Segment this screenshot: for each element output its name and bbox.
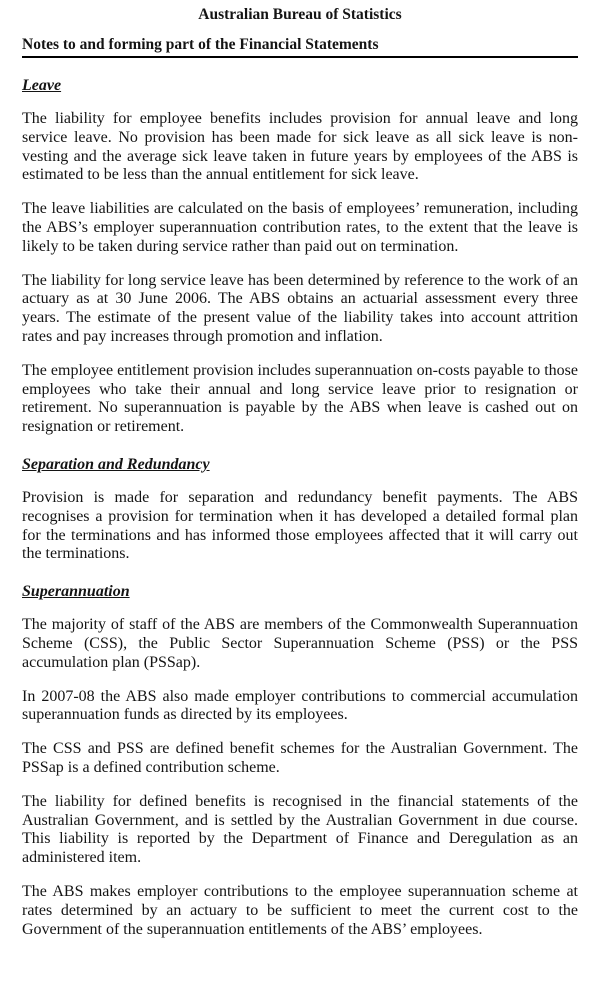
paragraph-superannuation-5: The ABS makes employer contributions to the employee superannuation scheme at rates determined by an actuary to be sufficient to meet the current cost to the Government of the superannuation entitlements of the ABS’ employees.: [22, 882, 578, 938]
paragraph-superannuation-2: In 2007-08 the ABS also made employer contributions to commercial accumulation superannuation funds as directed by its employees.: [22, 687, 578, 724]
paragraph-superannuation-1: The majority of staff of the ABS are members of the Commonwealth Superannuation Scheme (CSS), the Public Sector Superannuation Scheme (PSS) or the PSS accumulation plan (PSSap).: [22, 616, 578, 671]
document-title: Australian Bureau of Statistics: [198, 6, 402, 23]
heading-superannuation: Superannuation: [22, 583, 130, 601]
heading-leave: Leave: [22, 77, 62, 94]
paragraph-leave-3: The liability for long service leave has been determined by reference to the work of an actuary as at 30 June 2006. The ABS obtains an actuarial assessment every three years. The estimate of the present value of the liability takes into account attrition rates and pay increases through promotion and inflation.: [22, 271, 578, 345]
heading-separation-and-redundancy: Separation and Redundancy: [22, 455, 210, 473]
paragraph-leave-2: The leave liabilities are calculated on the basis of employees’ remuneration, including the ABS’s employer superannuation contribution rates, to the extent that the leave is likely to be taken during service rather than paid out on termination.: [22, 200, 578, 255]
paragraph-leave-1: The liability for employee benefits includes provision for annual leave and long service leave. No provision has been made for sick leave as all sick leave is non-vesting and the average sick leave taken in future years by employees of the ABS is estimated to be less than the annual entitlement for sick leave.: [22, 110, 578, 184]
paragraph-leave-4: The employee entitlement provision includes superannuation on-costs payable to those employees who take their annual and long service leave prior to resignation or retirement. No superannuation is payable by the ABS when leave is cashed out on resignation or retirement.: [22, 361, 578, 436]
document-subtitle: Notes to and forming part of the Financial Statements: [22, 36, 578, 58]
paragraph-superannuation-4: The liability for defined benefits is recognised in the financial statements of the Australian Government, and is settled by the Australian Government in due course. This liability is reported by the Department of Finance and Deregulation as an administered item.: [22, 792, 578, 867]
paragraph-superannuation-3: The CSS and PSS are defined benefit schemes for the Australian Government. The PSSap is a defined contribution scheme.: [22, 740, 578, 776]
paragraph-separation-1: Provision is made for separation and redundancy benefit payments. The ABS recognises a provision for termination when it has developed a detailed formal plan for the terminations and has informed those employees affected that it will carry out the terminations.: [22, 488, 578, 563]
